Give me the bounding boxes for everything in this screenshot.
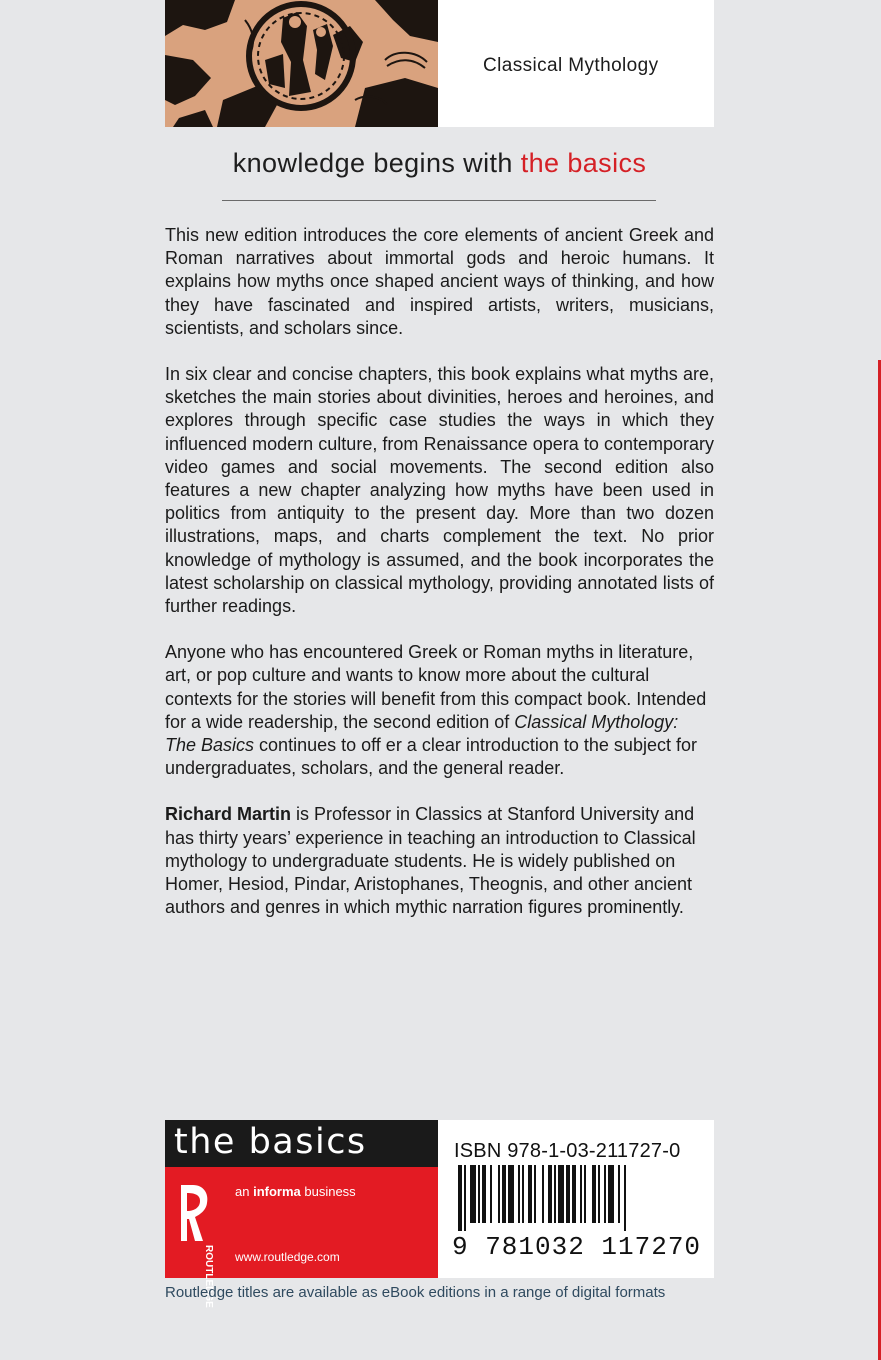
informa-bold: informa <box>253 1184 301 1199</box>
publisher-wordmark: ROUTLEDGE <box>203 1245 214 1308</box>
tagline-prefix: knowledge begins with <box>232 148 513 178</box>
ebook-note: Routledge titles are available as eBook editions in a range of digital formats <box>165 1284 666 1301</box>
publisher-website[interactable]: www.routledge.com <box>235 1250 340 1264</box>
cover-artwork <box>165 0 438 127</box>
book-title-italic: Classical Mythology: The Basics <box>165 711 679 756</box>
author-bio <box>165 803 714 919</box>
blurb-text <box>165 224 714 942</box>
description-paragraph: In six clear and concise chapters, this book explains what myths are, sketches the main stories about divinities, heroes and heroines, and explores through specific case studies the ways in which they influenced modern culture, from Renaissance opera to contemporary video games and social movements. The second edition also features a new chapter analyzing how myths have been used in politics from antiquity to the present day. More than two dozen illustrations, maps, and charts complement the text. No prior knowledge of mythology is assumed, and the book incorporates the latest scholarship on classical mythology, providing annotated lists of further readings. <box>165 364 714 617</box>
description-paragraph: This new edition introduces the core elements of ancient Greek and Roman narratives about immortal gods and heroic humans. It explains how myths once shaped ancient ways of thinking, and how they have fascinated and inspired artists, writers, musicians, scientists, and scholars since. <box>165 225 714 338</box>
author-bio-text: is Professor in Classics at Stanford University and has thirty years’ experience in teaching an introduction to Classical mythology to undergraduate students. He is widely published on Homer, Hesiod, Pindar, Aristophanes, Theognis, and other ancient authors and genres in which mythic narration figures prominently. <box>165 804 696 918</box>
paragraph-text: Anyone who has encountered Greek or Roman myths in literature, art, or pop culture and wants to know more about the cultural contexts for the stories will benefit from this compact book. Intended for a wide readership, the second edition of <box>165 642 707 732</box>
series-tagline <box>165 148 714 179</box>
informa-prefix: an <box>235 1184 254 1199</box>
description-paragraph <box>165 641 714 780</box>
isbn-label: ISBN 978-1-03-211727-0 <box>454 1140 681 1162</box>
greek-vase-illustration <box>165 0 438 127</box>
informa-suffix: business <box>300 1184 356 1199</box>
tagline-accent: the basics <box>520 148 647 178</box>
series-label: the basics <box>174 1122 367 1162</box>
barcode-icon <box>458 1165 683 1231</box>
routledge-logo-icon <box>173 1181 214 1308</box>
author-name: Richard Martin <box>165 804 292 825</box>
series-band <box>165 1120 438 1167</box>
informa-business-text <box>235 1184 356 1199</box>
book-title: Classical Mythology <box>483 55 659 76</box>
cover-title-panel <box>438 0 714 127</box>
tagline-divider <box>222 200 656 201</box>
barcode-digits: 9 781032 117270 <box>452 1232 702 1262</box>
barcode-panel <box>438 1120 714 1278</box>
paragraph-text: continues to off er a clear introduction to the subject for undergraduates, scholars, and the general reader. <box>165 735 697 779</box>
